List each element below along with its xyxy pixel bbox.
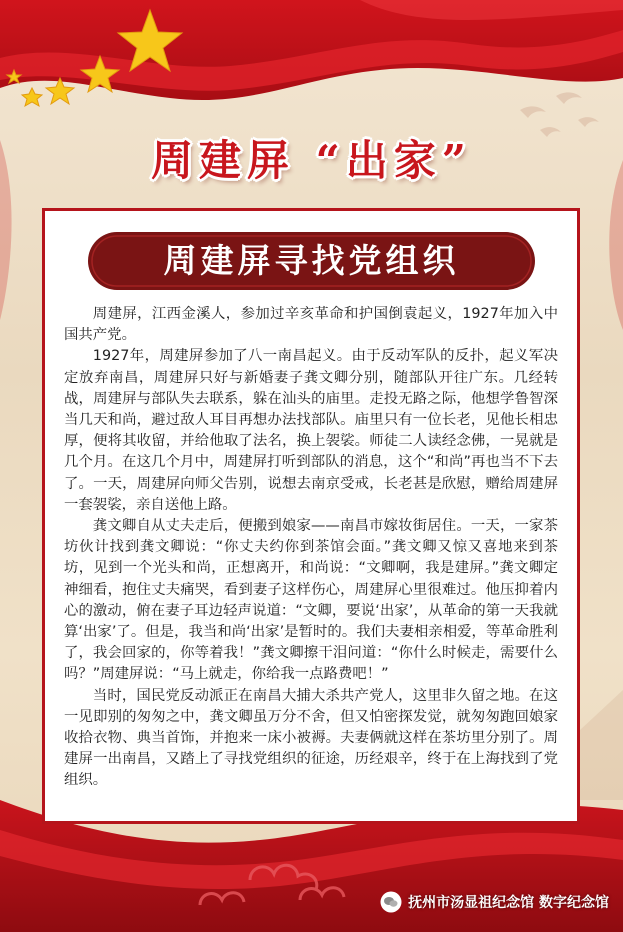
main-title: 周建屏 “出家”: [151, 136, 472, 185]
paragraph: 周建屏，江西金溪人，参加过辛亥革命和护国倒袁起义，1927年加入中国共产党。: [64, 306, 558, 344]
section-banner: 周建屏寻找党组织: [163, 241, 460, 280]
watermark-text: 抚州市汤显祖纪念馆 数字纪念馆: [408, 895, 609, 911]
paragraph: 当时，国民党反动派正在南昌大捕大杀共产党人，这里非久留之地。在这一见即别的匆匆之中，龚文卿虽万分不舍，但又怕密探发觉，就匆匆跑回娘家收拾衣物、典当首饰，并抱来一床小被褥。夫妻俩就这样在茶坊里分别了。周建屏一出南昌，又踏上了寻找党组织的征途，历经艰辛，终于在上海找到了党组织。: [64, 687, 558, 789]
paragraph: 1927年，周建屏参加了八一南昌起义。由于反动军队的反扑，起义军决定放弃南昌，周建屏只好与新婚妻子龚文卿分别，随部队开往广东。几经转战，周建屏与部队失去联系，躲在汕头的庙里。走投无路之际，他想学鲁智深当几天和尚，避过敌人耳目再想办法找部队。庙里只有一位长老，见他长相忠厚，便将其收留，并给他取了法名，换上袈裟。师徒二人读经念佛，一晃就是几个月。在这几个月中，周建屏打听到部队的消息，这个“和尚”再也当不下去了。一天，周建屏向师父告别，说想去南京受戒，长老甚是欣慰，赠给周建屏一套袈裟，亲自送他上路。: [64, 348, 558, 513]
article-body: [64, 304, 558, 792]
wechat-icon: [380, 891, 402, 913]
watermark: [380, 888, 609, 916]
paragraph: 龚文卿自从丈夫走后，便搬到娘家——南昌市嫁妆街居住。一天，一家茶坊伙计找到龚文卿说：“你丈夫约你到茶馆会面。”龚文卿又惊又喜地来到茶坊，见到一个光头和尚，正想离开，和尚说：“文卿啊，我是建屏。”龚文卿定神细看，抱住丈夫痛哭，看到妻子这样伤心，周建屏心里很难过。他压抑着内心的激动，俯在妻子耳边轻声说道：“文卿，要说‘出家’，从革命的第一天我就算‘出家’了。但是，我当和尚‘出家’是暂时的。我们夫妻相亲相爱，等革命胜利了，我会回家的，你等着我！”龚文卿擦干泪问道：“你什么时候走，需要什么吗？”周建屏说：“马上就走，你给我一点路费吧！”: [64, 518, 558, 683]
